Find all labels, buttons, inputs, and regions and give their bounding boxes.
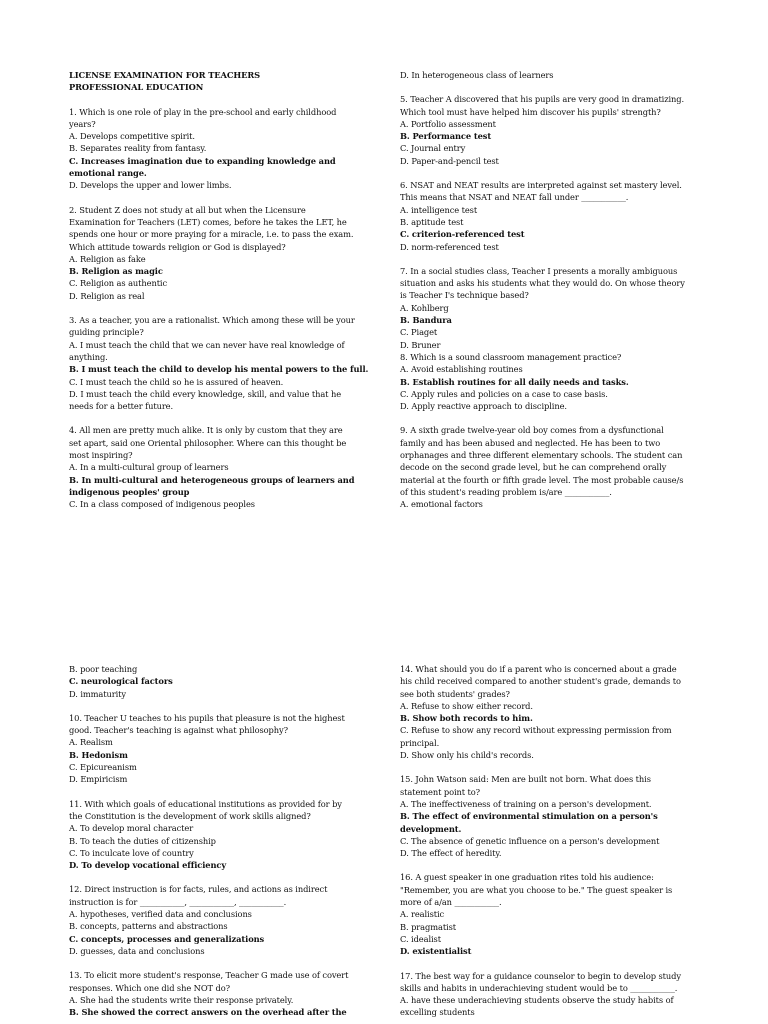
text-line: A. She had the students write their response privately.: [69, 994, 294, 1005]
text-line: A. In a multi-cultural group of learners: [69, 462, 229, 473]
text-line: 13. To elicit more student's response, Teacher G made use of covert: [69, 970, 349, 981]
paragraph-gap: [69, 871, 369, 883]
answer-line-correct: B. She showed the correct answers on the overhead after the: [69, 1007, 347, 1018]
paragraph-gap: [400, 81, 700, 93]
text-line: 10. Teacher U teaches to his pupils that pleasure is not the highest: [69, 712, 345, 723]
answer-line-correct: B. Hedonism: [69, 749, 128, 760]
text-line: B. concepts, patterns and abstractions: [69, 921, 228, 932]
text-line: A. Realism: [69, 737, 113, 748]
text-line: C. Apply rules and policies on a case to case basis.: [400, 388, 608, 399]
text-line: spends one hour or more praying for a miracle, i.e. to pass the exam.: [69, 229, 354, 240]
column-left: [69, 69, 369, 511]
text-line: D. Empiricism: [69, 774, 128, 785]
text-line: situation and asks his students what they would do. On whose theory: [400, 278, 685, 289]
answer-line-correct: C. Increases imagination due to expanding knowledge and: [69, 155, 336, 166]
text-line: C. Piaget: [400, 327, 438, 338]
text-line: A. To develop moral character: [69, 823, 194, 834]
text-line: is Teacher I's technique based?: [400, 290, 529, 301]
paragraph-gap: [400, 859, 700, 871]
text-line: A. realistic: [400, 909, 445, 920]
text-line: D. Apply reactive approach to discipline.: [400, 401, 567, 412]
text-line: responses. Which one did she NOT do?: [69, 982, 230, 993]
text-line: statement point to?: [400, 786, 481, 797]
text-line: B. Separates reality from fantasy.: [69, 143, 207, 154]
text-line: 12. Direct instruction is for facts, rules, and actions as indirect: [69, 884, 328, 895]
paragraph-gap: [69, 302, 369, 314]
text-line: A. hypotheses, verified data and conclusions: [69, 909, 252, 920]
answer-line-correct: B. Establish routines for all daily needs and tasks.: [400, 376, 629, 387]
text-line: anything.: [69, 351, 108, 362]
text-line: D. I must teach the child every knowledge, skill, and value that he: [69, 388, 341, 399]
answer-line-correct: emotional range.: [69, 168, 147, 179]
text-line: instruction is for ___________, ___________, ___________.: [69, 896, 287, 907]
text-line: A. Kohlberg: [400, 302, 449, 313]
text-line: 14. What should you do if a parent who is concerned about a grade: [400, 664, 677, 674]
text-line: material at the fourth or fifth grade level. The most probable cause/s: [400, 474, 684, 485]
answer-line-correct: B. Show both records to him.: [400, 713, 533, 724]
text-line: D. immaturity: [69, 688, 126, 699]
text-line: family and has been abused and neglected. He has been to two: [400, 437, 661, 448]
column-right: [400, 663, 700, 1019]
text-line: 17. The best way for a guidance counselor to begin to develop study: [400, 970, 681, 981]
text-line: 5. Teacher A discovered that his pupils are very good in dramatizing.: [400, 94, 685, 105]
text-line: orphanages and three different elementary schools. The student can: [400, 450, 683, 461]
answer-line-correct: B. In multi-cultural and heterogeneous groups of learners and: [69, 474, 355, 485]
text-line: 8. Which is a sound classroom management practice?: [400, 351, 622, 362]
text-line: D. Develops the upper and lower limbs.: [69, 180, 232, 191]
answer-line-correct: PROFESSIONAL EDUCATION: [69, 82, 204, 93]
answer-line-correct: B. Religion as magic: [69, 266, 163, 277]
text-line: A. have these underachieving students observe the study habits of: [400, 995, 674, 1006]
paragraph-gap: [69, 957, 369, 969]
answer-line-correct: D. To develop vocational efficiency: [69, 860, 227, 871]
text-line: see both students' grades?: [400, 688, 510, 699]
text-line: set apart, said one Oriental philosopher. Where can this thought be: [69, 437, 347, 448]
text-line: 15. John Watson said: Men are built not born. What does this: [400, 774, 651, 785]
text-line: 16. A guest speaker in one graduation rites told his audience:: [400, 872, 654, 883]
text-line: 11. With which goals of educational institutions as provided for by: [69, 798, 342, 809]
paragraph-gap: [69, 192, 369, 204]
text-line: D. The effect of heredity.: [400, 848, 502, 859]
text-line: C. Epicureanism: [69, 762, 137, 773]
text-line: needs for a better future.: [69, 401, 174, 412]
text-line: 9. A sixth grade twelve-year old boy comes from a dysfunctional: [400, 425, 664, 436]
text-line: years?: [69, 118, 96, 129]
text-line: D. Show only his child's records.: [400, 750, 534, 761]
text-line: A. Avoid establishing routines: [400, 364, 523, 375]
document-page-2: [0, 655, 768, 1024]
text-line: C. Refuse to show any record without expressing permission from: [400, 725, 672, 736]
answer-line-correct: development.: [400, 823, 462, 834]
text-line: 1. Which is one role of play in the pre-school and early childhood: [69, 106, 337, 117]
answer-line-correct: LICENSE EXAMINATION FOR TEACHERS: [69, 70, 261, 80]
text-line: his child received compared to another student's grade, demands to: [400, 676, 681, 687]
paragraph-gap: [400, 958, 700, 970]
column-right: [400, 69, 700, 511]
text-line: of this student's reading problem is/are ___________.: [400, 486, 612, 497]
text-line: A. Refuse to show either record.: [400, 700, 533, 711]
paragraph-gap: [69, 700, 369, 712]
text-line: D. guesses, data and conclusions: [69, 945, 205, 956]
text-line: D. Religion as real: [69, 290, 145, 301]
text-line: A. Portfolio assessment: [400, 118, 496, 129]
text-line: C. The absence of genetic influence on a person's development: [400, 835, 660, 846]
text-line: D. Paper-and-pencil test: [400, 155, 499, 166]
paragraph-gap: [400, 412, 700, 424]
text-line: B. pragmatist: [400, 921, 457, 932]
paragraph-gap: [400, 253, 700, 265]
text-line: D. Bruner: [400, 339, 441, 350]
answer-line-correct: C. neurological factors: [69, 676, 173, 687]
paragraph-gap: [69, 412, 369, 424]
text-line: A. The ineffectiveness of training on a person's development.: [400, 798, 652, 809]
text-line: 3. As a teacher, you are a rationalist. Which among these will be your: [69, 315, 355, 326]
text-line: 7. In a social studies class, Teacher I presents a morally ambiguous: [400, 265, 678, 276]
paragraph-gap: [400, 167, 700, 179]
text-line: A. Develops competitive spirit.: [69, 131, 195, 142]
text-line: principal.: [400, 737, 440, 748]
text-line: B. aptitude test: [400, 216, 464, 227]
text-line: A. Religion as fake: [69, 253, 146, 264]
text-line: more of a/an ___________.: [400, 897, 502, 908]
answer-line-correct: B. Bandura: [400, 315, 452, 326]
text-line: C. Religion as authentic: [69, 278, 168, 289]
text-line: skills and habits in underachieving student would be to ___________.: [400, 982, 678, 993]
text-line: 6. NSAT and NEAT results are interpreted against set mastery level.: [400, 180, 682, 191]
text-line: This means that NSAT and NEAT fall under ___________.: [400, 192, 629, 203]
answer-line-correct: D. existentialist: [400, 946, 472, 957]
answer-line-correct: B. Performance test: [400, 131, 492, 142]
answer-line-correct: C. concepts, processes and generalizations: [69, 933, 265, 944]
text-line: A. I must teach the child that we can never have real knowledge of: [69, 339, 345, 350]
answer-line-correct: B. The effect of environmental stimulation on a person's: [400, 811, 658, 822]
text-line: the Constitution is the development of work skills aligned?: [69, 810, 311, 821]
text-line: most inspiring?: [69, 450, 133, 461]
answer-line-correct: indigenous peoples' group: [69, 486, 190, 497]
text-line: excelling students: [400, 1007, 475, 1018]
answer-line-correct: C. criterion-referenced test: [400, 229, 525, 240]
text-line: C. In a class composed of indigenous peoples: [69, 499, 255, 510]
text-line: decode on the second grade level, but he can comprehend orally: [400, 462, 667, 473]
paragraph-gap: [69, 94, 369, 106]
text-line: Which attitude towards religion or God is displayed?: [69, 241, 286, 252]
text-line: C. Journal entry: [400, 143, 466, 154]
paragraph-gap: [400, 761, 700, 773]
paragraph-gap: [69, 786, 369, 798]
column-left: [69, 663, 369, 1018]
answer-line-correct: B. I must teach the child to develop his mental powers to the full.: [69, 364, 369, 375]
text-line: Which tool must have helped him discover his pupils' strength?: [400, 106, 661, 117]
text-line: C. I must teach the child so he is assured of heaven.: [69, 376, 284, 387]
text-line: A. intelligence test: [400, 204, 478, 215]
text-line: A. emotional factors: [400, 499, 483, 510]
text-line: D. norm-referenced test: [400, 241, 499, 252]
text-line: B. To teach the duties of citizenship: [69, 835, 216, 846]
text-line: C. To inculcate love of country: [69, 847, 194, 858]
text-line: 4. All men are pretty much alike. It is only by custom that they are: [69, 425, 343, 436]
text-line: guiding principle?: [69, 327, 144, 338]
text-line: B. poor teaching: [69, 664, 138, 674]
text-line: 2. Student Z does not study at all but when the Licensure: [69, 204, 306, 215]
text-line: C. idealist: [400, 933, 441, 944]
text-line: D. In heterogeneous class of learners: [400, 70, 554, 80]
text-line: Examination for Teachers (LET) comes, before he takes the LET, he: [69, 216, 347, 227]
text-line: good. Teacher's teaching is against what philosophy?: [69, 725, 288, 736]
text-line: "Remember, you are what you choose to be." The guest speaker is: [400, 884, 673, 895]
